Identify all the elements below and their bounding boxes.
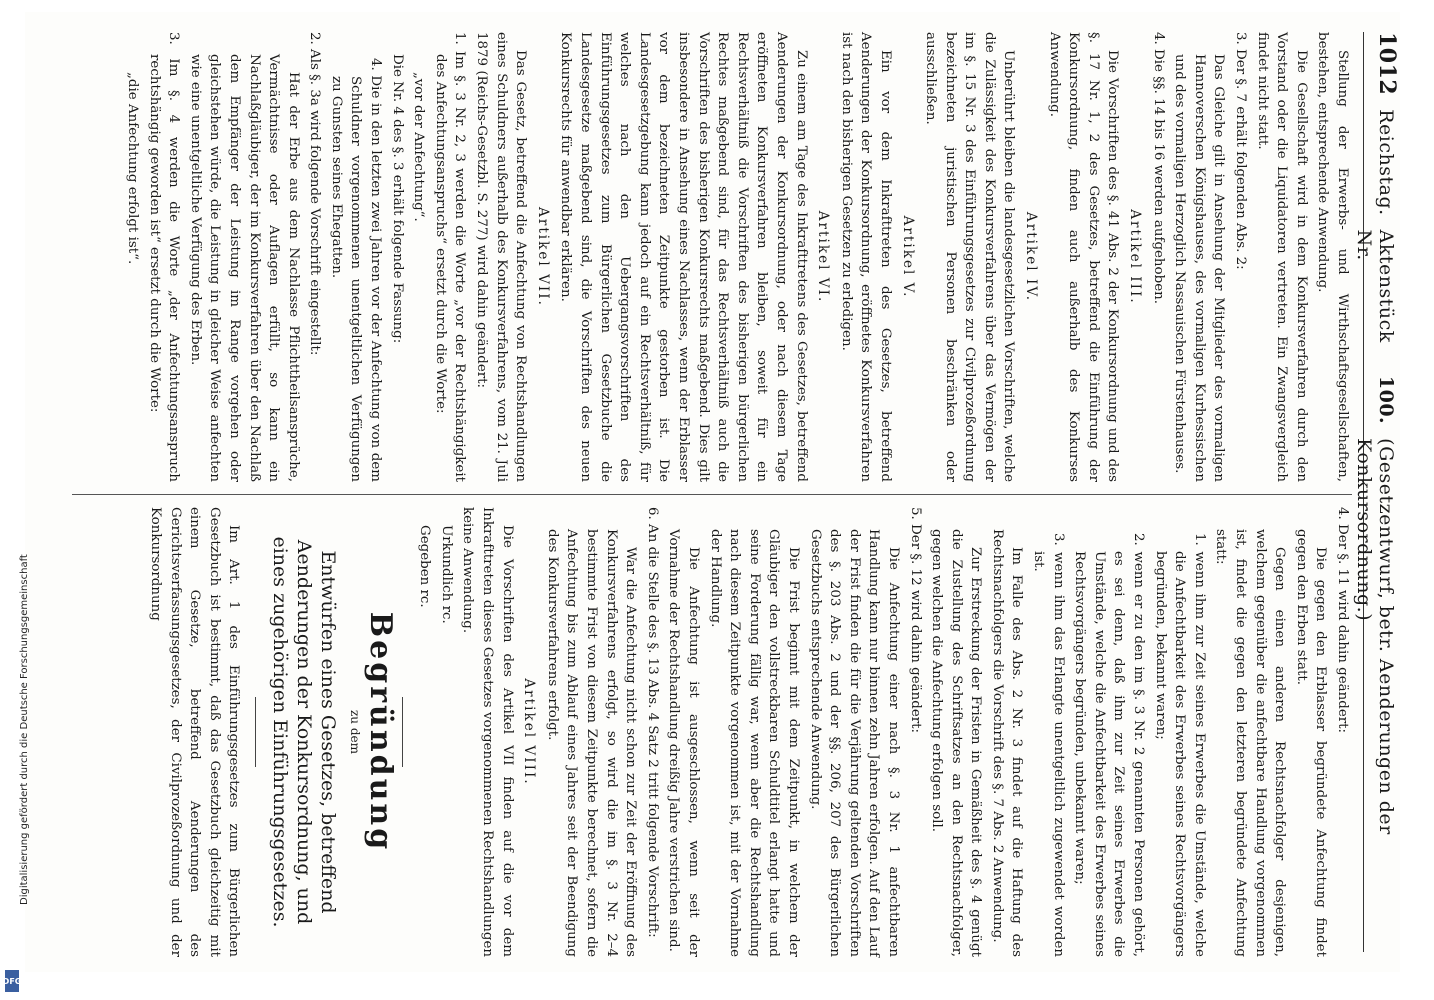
- article-heading: Artikel IV.: [1023, 211, 1040, 303]
- list-item: 1. wenn ihm zur Zeit seines Erwerbes die Umstände, welche die Anfechtbarkeit des Erwerbes seines Rechtsvorgängers begründen, bekannt waren;: [1152, 533, 1207, 957]
- paragraph: Die Anfechtung ist ausgeschlossen, wenn seit der Vornahme der Rechtshandlung dreißig Jahre verstrichen sind.: [666, 529, 701, 957]
- article-heading: Artikel VII.: [534, 207, 551, 307]
- paragraph: Im Art. 1 des Einführungsgesetzes zum Bürgerlichen Gesetzbuch ist bestimmt, daß das Gesetzbuch gleichzeitig mit einem Gesetze, betreffend Aenderungen des Gerichtsverfassungsgesetzes, der Civilprozeßordnung und der Konkursordnung: [148, 507, 242, 957]
- paragraph: War die Anfechtung nicht schon zur Zeit der Eröffnung des Konkursverfahrens erfolgt, so wird die im §. 3 Nr. 2–4 bestimmte Frist von diesem Zeitpunkte berechnet, sofern die Anfechtung bis zum Ablauf eines Jahres seit der Beendigung des Konkursverfahrens erfolgt.: [544, 529, 639, 957]
- paragraph: Im Falle des Abs. 2 Nr. 3 findet auf die Haftung des Rechtsnachfolgers die Vorschrift des §. 7 Abs. 2 Anwendung.: [989, 529, 1025, 957]
- list-item: 2. wenn er zu den im §. 3 Nr. 2 genannten Personen gehört, es sei denn, daß ihm zur Zeit seines Erwerbes die Umstände, welche die Anfechtbarkeit des Erwerbes seines Rechtsvorgängers begründen, unbekannt waren;: [1072, 533, 1147, 957]
- section-subtitle: Entwürfen eines Gesetzes, betreffend Aenderungen der Konkursordnung, und eines zugehörigen Einführungsgesetzes.: [269, 536, 340, 928]
- paragraph: Die Vorschriften des Artikel VII finden auf die vor dem Inkrafttreten dieses Gesetzes vorgenommenen Rechtshandlungen keine Anwendung.: [460, 507, 515, 957]
- paragraph: Die Nr. 4 des §. 3 erhält folgende Fassung:: [389, 54, 405, 344]
- dfg-logo: DFG: [5, 970, 19, 992]
- list-item: 3. Im §. 4 werden die Worte „der Anfechtungsanspruch rechtshängig geworden ist“ ersetzt durch die Worte:: [146, 32, 182, 482]
- article-heading: Artikel VI.: [815, 210, 832, 304]
- list-item: 4. Der §. 11 wird dahin geändert:: [1335, 507, 1350, 734]
- closing-formula: Urkundlich rc.: [438, 525, 454, 624]
- list-item: 4. Die in den letzten zwei Jahren vor der Anfechtung von dem Schuldner vorgenommenen unentgeltlichen Verfügungen zu Gunsten seines Ehegatten.: [328, 58, 384, 482]
- document-title: (Gesetzentwurf, betr. Aenderungen der Konkursordnung.): [1353, 438, 1397, 835]
- list-item: 4. Die §§. 14 bis 16 werden aufgehoben.: [1150, 32, 1166, 304]
- paragraph: Das Gleiche gilt in Ansehung der Mitglieder des vormaligen Hannoverschen Königshauses, des vormaligen Kurhessischen und des vormaligen Herzoglich Nassauischen Fürstenhauses.: [1172, 54, 1227, 482]
- separator-rule: [402, 697, 403, 767]
- left-column: [52, 32, 1352, 482]
- paragraph: Die Frist beginnt mit dem Zeitpunkt, in welchem der Gläubiger den vollstreckbaren Schuldtitel erlangt hatte und seine Forderung fällig war, wenn aber die Rechtshandlung nach diesem Zeitpunkte vorgenommen ist, mit der Vornahme der Handlung.: [707, 529, 801, 957]
- section-title: Begründung: [362, 611, 398, 853]
- paragraph: Unberührt bleiben die landesgesetzlichen Vorschriften, welche die Zulässigkeit des Konkursverfahrens über das Vermögen der im §. 15 Nr. 3 des Einführungsgesetzes zur Civilprozeßordnung bezeichneten juristischen Personen beschränken oder ausschließen.: [923, 32, 1017, 482]
- subtitle-connector: zu dem: [348, 709, 363, 755]
- document-page: [25, 12, 1400, 972]
- paragraph: Die Anfechtung einer nach §. 3 Nr. 1 anfechtbaren Handlung kann nur binnen zehn Jahren erfolgen. Auf den Lauf der Frist finden die für die Verjährung geltenden Vorschriften des §. 203 Abs. 2 und der §§. 206, 207 des Bürgerlichen Gesetzbuchs entsprechende Anwendung.: [807, 529, 901, 957]
- document-label: Aktenstück Nr.: [1353, 229, 1397, 343]
- list-item: 3. Der §. 7 erhält folgenden Abs. 2:: [1233, 32, 1249, 270]
- paragraph: Stellung der Erwerbs- und Wirthschaftsgesellschaften, bestehen, entsprechende Anwendung.: [1315, 32, 1350, 482]
- separator-rule: [256, 697, 257, 767]
- document-number: 100.: [1375, 375, 1397, 425]
- right-column: [52, 507, 1352, 957]
- paragraph: Die Gesellschaft wird in dem Konkursverfahren durch den Vorstand oder die Liquidatoren vertreten. Ein Zwangsvergleich findet nicht statt.: [1254, 32, 1309, 482]
- paragraph: Ein vor dem Inkrafttreten des Gesetzes, betreffend Aenderungen der Konkursordnung, eröffnetes Konkursverfahren ist nach den bisherigen Gesetzen zu erledigen.: [838, 32, 893, 482]
- paragraph: Gegen einen anderen Rechtsnachfolger desjenigen, welchem gegenüber die anfechtbare Handlung vorgenommen ist, findet die gegen den letzteren begründete Anfechtung statt:: [1213, 529, 1288, 957]
- list-item: 2. Als §. 3a wird folgende Vorschrift eingestellt:: [307, 32, 323, 356]
- article-heading: Artikel VIII.: [521, 678, 538, 786]
- quote: „die Anfechtung erfolgt ist“.: [124, 72, 140, 265]
- list-item: 5. Der §. 12 wird dahin geändert:: [907, 507, 923, 734]
- page-number: 1012: [1374, 32, 1400, 96]
- list-item: 1. Im §. 3 Nr. 2, 3 werden die Worte „vor der Rechtshängigkeit des Anfechtungsanspruchs“ ersetzt durch die Worte:: [432, 32, 468, 482]
- paragraph: Die gegen den Erblasser begründete Anfechtung findet gegen den Erben statt.: [1293, 529, 1329, 957]
- article-heading: Artikel III.: [1127, 209, 1144, 305]
- journal-name: Reichstag.: [1375, 109, 1397, 216]
- article-heading: Artikel V.: [899, 215, 916, 299]
- paragraph: Die Vorschriften des §. 41 Abs. 2 der Konkursordnung und des §. 17 Nr. 1, 2 des Gesetzes, betreffend die Einführung der Konkursordnung, finden auch außerhalb des Konkurses Anwendung.: [1046, 32, 1121, 482]
- paragraph: Zu einem am Tage des Inkrafttretens des Gesetzes, betreffend Aenderungen der Konkursordnung, oder nach diesem Tage eröffneten Konkursverfahren bleiben, soweit für ein Rechtsverhältniß die Vorschriften des bisherigen bürgerlichen Rechtes maßgebend sind, für das Rechtsverhältniß auch die Vorschriften des bisherigen Konkursrechts maßgebend. Dies gilt insbesondere in Ansehung eines Nachlasses, wenn der Erblasser vor dem bezeichneten Zeitpunkte gestorben ist. Die Landesgesetzgebung kann jedoch auf ein Rechtsverhältniß, für welches nach den Uebergangsvorschriften des Einführungsgesetzes zum Bürgerlichen Gesetzbuche die Landesgesetze maßgebend sind, die Vorschriften des neuen Konkursrechts für anwendbar erklären.: [558, 32, 809, 482]
- quote: „vor der Anfechtung“.: [411, 72, 427, 222]
- closing-formula: Gegeben rc.: [417, 525, 433, 608]
- funding-credit: Digitalisierung gefördert durch die Deutsche Forschungsgemeinschaft: [19, 554, 30, 905]
- paragraph: Hat der Erbe aus dem Nachlasse Pflichttheilsansprüche, Vermächtnisse oder Auflagen erfüllt, so kann ein Nachlaßgläubiger, der im Konkursverfahren über den Nachlaß dem Empfänger der Leistung im Range vorgehen oder gleichstehen würde, die Leistung in gleicher Weise anfechten wie eine unentgeltliche Verfügung des Erben.: [187, 54, 301, 482]
- paragraph: Das Gesetz, betreffend die Anfechtung von Rechtshandlungen eines Schuldners außerhalb des Konkursverfahrens, vom 21. Juli 1879 (Reichs-Gesetzbl. S. 277) wird dahin geändert:: [474, 32, 529, 482]
- paragraph: Zur Erstreckung der Fristen in Gemäßheit des §. 4 genügt die Zustellung des Schriftsatzes an den Rechtsnachfolger, gegen welchen die Anfechtung erfolgen soll.: [929, 529, 984, 957]
- page-header: [1353, 32, 1400, 952]
- list-item: 3. wenn ihm das Erlangte unentgeltlich zugewendet worden ist.: [1031, 533, 1066, 957]
- list-item: 6. An die Stelle des §. 13 Abs. 4 Satz 2 tritt folgende Vorschrift:: [644, 507, 660, 938]
- digitization-footer: [2, 0, 30, 1000]
- column-divider: [72, 494, 1352, 495]
